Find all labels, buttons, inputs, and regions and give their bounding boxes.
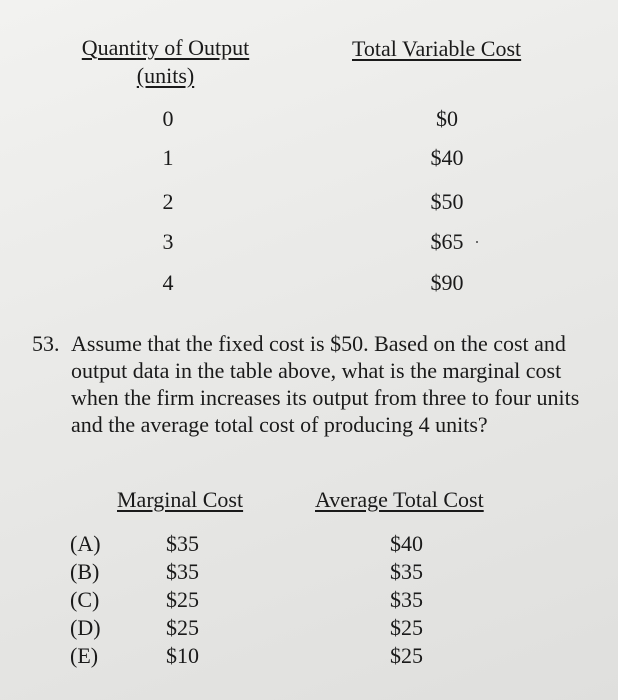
tvc-cell: $40: [430, 145, 464, 170]
option-mc: $25: [166, 615, 199, 640]
option-letter: (A): [70, 531, 101, 556]
option-mc: $35: [166, 559, 199, 584]
table-header-tvc: Total Variable Cost: [352, 36, 522, 61]
qty-cell: 0: [162, 106, 174, 131]
qty-cell: 2: [162, 189, 174, 214]
question-block: [32, 330, 592, 438]
option-atc: $25: [390, 643, 423, 668]
tvc-cell: $0: [436, 106, 458, 131]
option-letter: (C): [70, 587, 100, 612]
answer-header-mc: Marginal Cost: [117, 487, 244, 512]
option-mc: $35: [166, 531, 199, 556]
table-header-quantity: [68, 34, 263, 90]
answer-header-atc: Average Total Cost: [315, 487, 484, 512]
option-mc: $10: [166, 643, 199, 668]
tvc-cell: $50: [430, 189, 464, 214]
tvc-cell: $90: [430, 270, 464, 295]
option-mc: $25: [166, 587, 199, 612]
tvc-cell: $65: [430, 229, 464, 254]
option-letter: (D): [70, 615, 101, 640]
option-letter: (B): [70, 559, 100, 584]
qty-cell: 3: [162, 229, 174, 254]
option-atc: $25: [390, 615, 423, 640]
qty-cell: 1: [162, 145, 174, 170]
qty-cell: 4: [162, 270, 174, 295]
table-header-quantity-line2: (units): [136, 63, 195, 88]
question-text: Assume that the fixed cost is $50. Based on the cost and output data in the table above, what is the marginal cost when the firm increases its output from three to four units and the average total cost of producing 4 units?: [71, 331, 580, 437]
option-atc: $40: [390, 531, 423, 556]
option-atc: $35: [390, 559, 423, 584]
table-header-quantity-line1: Quantity of Output: [81, 35, 250, 60]
option-atc: $35: [390, 587, 423, 612]
stray-mark: [476, 241, 478, 243]
question-number: 53.: [32, 331, 60, 356]
option-letter: (E): [70, 643, 99, 668]
